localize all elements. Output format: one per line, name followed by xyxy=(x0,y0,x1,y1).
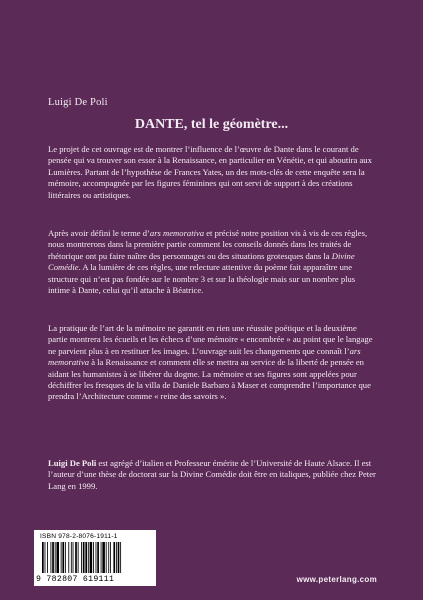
paragraph-2-text-c: . A la lumière de ces règles, une relecture attentive du poème fait apparaître une structure qui n’est pas fondée sur le nombre 3 et sur la théologie mais sur un nombre plus intime à Dante, celui qu’il attache à Béatrice. xyxy=(48,262,356,296)
paragraph-3-text-a: La pratique de l’art de la mémoire ne garantit en rien une réussite poétique et la deuxième partie montrera les écueils et les échecs d’une mémoire « encombrée » au point que le langage ne parvient plus à en restituer les images. L’ouvrage suit les changements que connaît l’ xyxy=(48,323,373,356)
paragraph-2-text-b: et précisé notre position vis à vis de ces règles, nous montrerons dans la première partie comment les conseils donnés dans les traités de rhétorique ont pu faire naître des personnages ou des situations grotesques dans la xyxy=(48,228,368,261)
description-paragraph-2 xyxy=(48,228,376,296)
bio-author-name: Luigi De Poli xyxy=(48,458,97,468)
paragraph-2-italic-b: Divine Comédie xyxy=(48,250,355,273)
author-name: Luigi De Poli xyxy=(48,97,108,108)
barcode-bars xyxy=(42,542,150,573)
paragraph-3-italic-a: ars memorativa xyxy=(48,345,361,368)
paragraph-2-text-a: Après avoir défini le terme d’ xyxy=(48,228,150,238)
barcode-digits: 9 782807 619111 xyxy=(36,575,115,584)
author-bio xyxy=(48,458,376,492)
publisher-website[interactable]: www.peterlang.com xyxy=(296,575,377,584)
isbn-barcode xyxy=(34,530,156,586)
book-title: DANTE, tel le géomètre... xyxy=(134,117,289,132)
bio-text: est agrégé d’italien et Professeur émérite de l’Université de Haute Alsace. Il est l’auteur d’une thèse de doctorat sur la Divine Comédie doit être en italiques, publiée chez Peter Lang en 1999. xyxy=(48,458,376,491)
paragraph-3-text-b: à la Renaissance et comment elle se mettra au service de la liberté de pensée en aidant les humanistes à se libérer du dogme. La mémoire et ses figures sont appelées pour déchiffrer les fresques de la villa de Daniele Barbaro à Maser et comprendre l’importance que prendra l’Architecture comme « reine des savoirs ». xyxy=(48,357,371,402)
description-paragraph-1: Le projet de cet ouvrage est de montrer l’influence de l’œuvre de Dante dans le courant de pensée qui va trouver son essor à la Renaissance, en particulier en Vénétie, et qui aboutira aux Lumières. Partant de l’hypothèse de Frances Yates, un des mots-clés de cette enquête sera la mémoire, accompagnée par les figures féminines qui ont servi de support à des créations littéraires ou artistiques. xyxy=(48,144,372,200)
paragraph-2-italic-a: ars memorativa xyxy=(149,228,205,238)
description-paragraph-3 xyxy=(48,323,376,403)
isbn-label: ISBN 978-2-8076-1911-1 xyxy=(40,533,118,540)
